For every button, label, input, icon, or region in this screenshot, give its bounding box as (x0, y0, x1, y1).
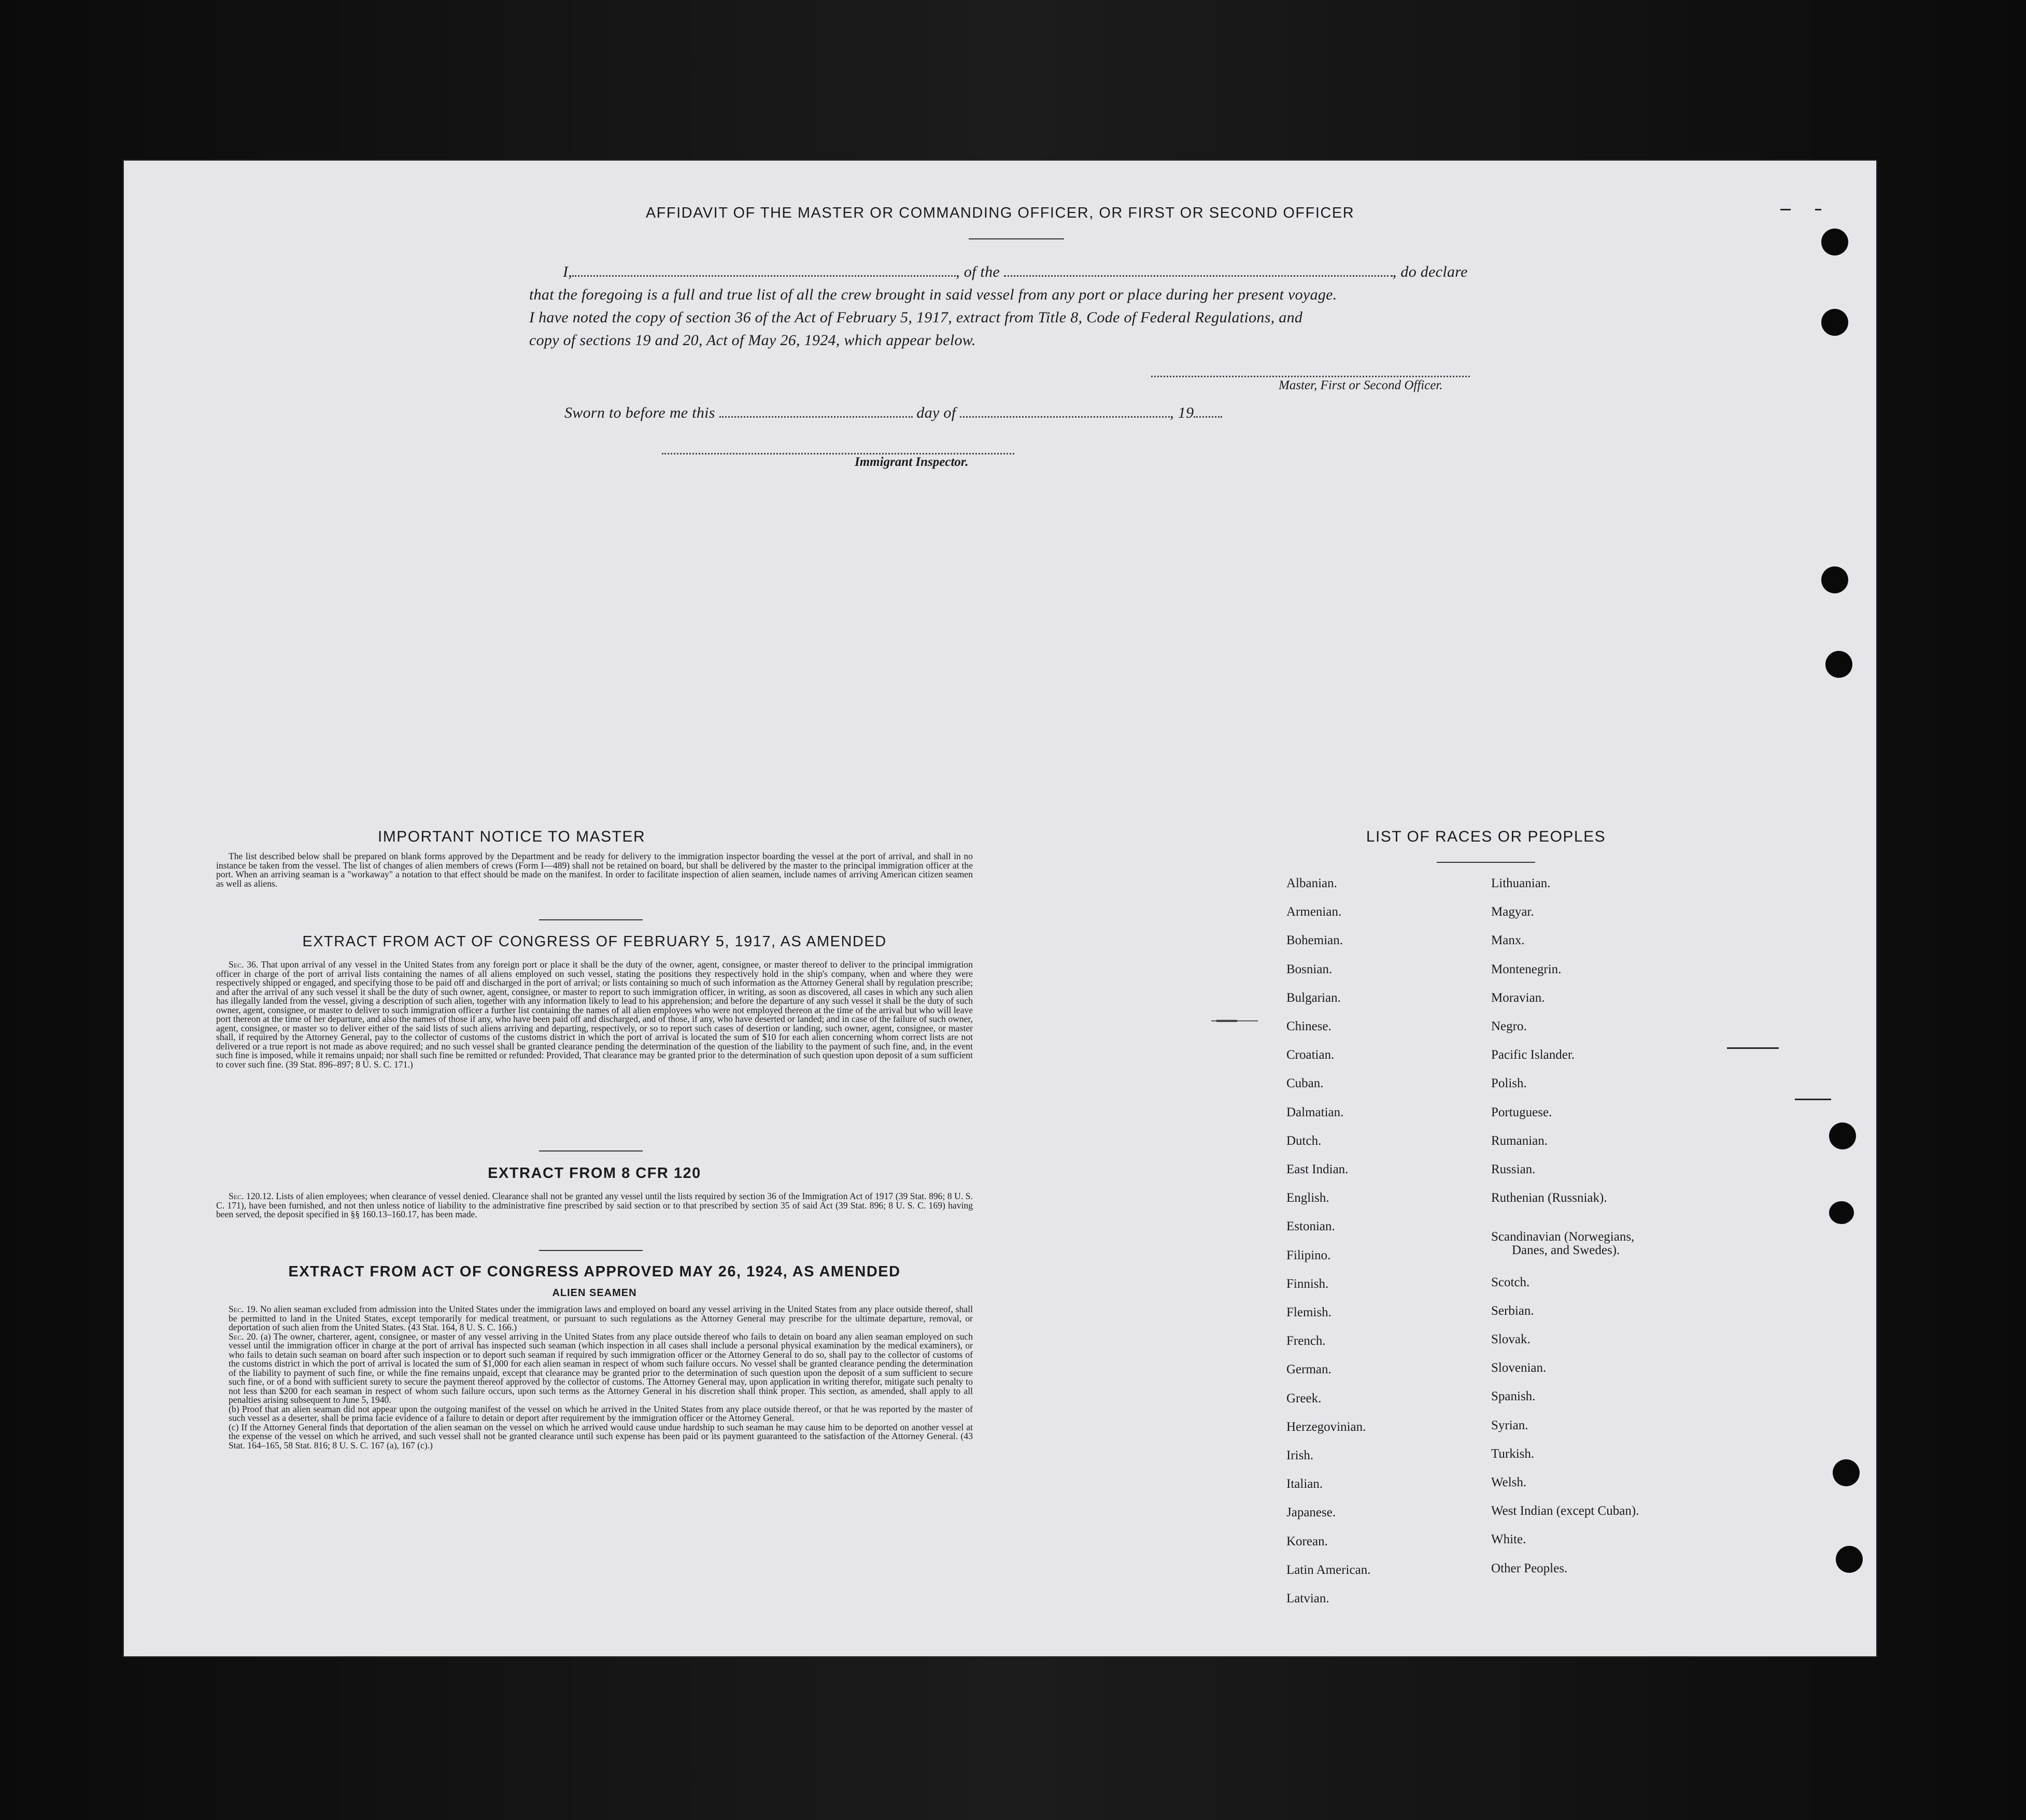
race-item: Albanian. (1286, 876, 1337, 890)
binder-hole (1821, 309, 1848, 336)
extract-1917-body (216, 960, 973, 1069)
binder-hole (1821, 229, 1848, 255)
binder-hole (1829, 1201, 1854, 1224)
sec-20-c-paragraph: (c) If the Attorney General finds that deportation of the alien seaman on the vessel on which he arrived would cause undue hardship to such seaman he may cause him to be deported on another vessel at the expense of the vessel on which he arrived, and such vessel shall not be granted clearance until such expense has been paid or its payment guaranteed to the satisfaction of the Attorney General. (43 Stat. 164–165, 58 Stat. 816; 8 U. S. C. 167 (a), 167 (c).) (229, 1421, 973, 1451)
affidavit-line-1 (563, 261, 1468, 283)
race-item: Ruthenian (Russniak). (1491, 1191, 1607, 1205)
binder-hole (1836, 1546, 1863, 1573)
races-title: LIST OF RACES OR PEOPLES (1366, 828, 1606, 845)
sec-20-b-paragraph: (b) Proof that an alien seaman did not appear upon the outgoing manifest of the vessel on which he arrived in the United States from any place outside thereof, or that he was reported by the master of such vessel as a deserter, shall be prima facie evidence of a failure to detain or deport after requirement by the immigration officer or the Attorney General. (229, 1403, 973, 1423)
race-item: Montenegrin. (1491, 962, 1562, 976)
race-item: Japanese. (1286, 1505, 1336, 1520)
race-item: Latvian. (1286, 1591, 1329, 1605)
race-item: East Indian. (1286, 1162, 1349, 1176)
binder-hole (1825, 651, 1852, 678)
race-item: Flemish. (1286, 1305, 1331, 1319)
race-item: Greek. (1286, 1391, 1322, 1405)
sworn-line (564, 402, 1222, 424)
race-item: Bosnian. (1286, 962, 1333, 976)
scan-speck (1727, 1047, 1779, 1049)
race-item: Slovak. (1491, 1332, 1531, 1346)
race-item: Turkish. (1491, 1446, 1535, 1461)
race-item: Cuban. (1286, 1076, 1324, 1091)
race-item: Other Peoples. (1491, 1561, 1568, 1575)
race-item: Italian. (1286, 1477, 1323, 1491)
master-name-blank[interactable] (572, 272, 956, 277)
race-item: Danes, and Swedes). (1512, 1243, 1620, 1257)
race-item: Magyar. (1491, 905, 1534, 919)
race-item: Scandinavian (Norwegians, (1491, 1229, 1635, 1244)
race-item: Chinese. (1286, 1019, 1331, 1033)
race-item: Portuguese. (1491, 1105, 1552, 1119)
race-item: Serbian. (1491, 1303, 1534, 1318)
sec-36-text: That upon arrival of any vessel in the United States from any foreign port or place it shall be the duty of the owner, agent, consignee, or master thereof to deliver to the principal immigration officer in charge of the port of arrival lists containing the names of all aliens employed on such vessel, stating the positions they respectively hold in the ship's company, when and where they were respectively shipped or engaged, and specifying those to be paid off and discharged in the port of arrival; or lists containing so much of such information as the Attorney General shall by regulation prescribe; and after the arrival of any such vessel it shall be the duty of such owner, agent, consignee, or master to report to such immigration officer, in writing, as soon as discovered, all cases in which any such alien has illegally landed from the vessel, giving a description of such alien, together with any information likely to lead to his apprehension; and before the departure of any such vessel it shall be the duty of such owner, agent, consignee, or master to deliver to such immigration officer a further list containing the names of all alien employees who were not employed thereon at the time of the arrival but who will leave port thereon at the time of her departure, and also the names of those if any, who have been paid off and discharged, and of those, if any, who have deserted or landed; and in case of the failure of such owner, agent, consignee, or master so to deliver either of the said lists of such aliens arriving and departing, respectively, or so to report such cases of desertion or landing, such owner, agent, consignee, or master shall, if required by the Attorney General, pay to the collector of customs of the customs district in which the port of arrival is located the sum of $10 for each alien concerning whom correct lists are not delivered or a true report is not made as above required; and no such vessel shall be granted clearance pending the determination of the question of the liability to the payment of such fine, and, in the event such fine is imposed, while it remains unpaid; nor shall such fine be remitted or refunded: Provided, That clearance may be granted prior to the determination of such question upon deposit of a sum sufficient to cover such fine. (39 Stat. 896–897; 8 U. S. C. 171.) (216, 959, 973, 1070)
sworn-year-blank[interactable] (1194, 413, 1222, 418)
sworn-day-blank[interactable] (719, 413, 913, 418)
sec-120-text: Lists of alien employees; when clearance of vessel denied. Clearance shall not be granted any vessel until the lists required by section 36 of the Immigration Act of 1917 (39 Stat. 896; 8 U. S. C. 171), have been furnished, and not then unless notice of liability to the administrative fine prescribed by said section or to that prescribed by section 35 of said Act (39 Stat. 896; 8 U. S. C. 169) having been served, the deposit specified in §§ 160.13–160.17, has been made. (216, 1191, 973, 1219)
form-sheet (123, 160, 1877, 1657)
binder-hole (1821, 566, 1848, 593)
race-item: Negro. (1491, 1019, 1527, 1033)
scan-speck (1795, 1099, 1831, 1100)
sworn-month-blank[interactable] (960, 413, 1170, 418)
affidavit-i: I, (563, 263, 573, 280)
race-item: Dalmatian. (1286, 1105, 1344, 1119)
race-item: Russian. (1491, 1162, 1536, 1176)
race-item: Welsh. (1491, 1475, 1527, 1489)
race-item: French. (1286, 1334, 1326, 1348)
scan-speck (1815, 209, 1821, 210)
race-item: German. (1286, 1362, 1331, 1377)
race-item: White. (1491, 1532, 1526, 1547)
affidavit-title: AFFIDAVIT OF THE MASTER OR COMMANDING OFFICER, OR FIRST OR SECOND OFFICER (645, 205, 1355, 221)
sec-36-label: Sec. 36. (229, 959, 259, 970)
binder-hole (1829, 1122, 1856, 1149)
race-item: Spanish. (1491, 1389, 1536, 1404)
race-item: West Indian (except Cuban). (1491, 1504, 1639, 1518)
master-signature-label: Master, First or Second Officer. (1279, 378, 1443, 392)
race-item: Scotch. (1491, 1275, 1530, 1289)
affidavit-of-the: , of the (956, 263, 1000, 280)
race-item: Polish. (1491, 1076, 1527, 1091)
extract-cfr-title: EXTRACT FROM 8 CFR 120 (488, 1165, 701, 1182)
race-item: Herzegovinian. (1286, 1419, 1366, 1434)
extract-cfr-rule (539, 1250, 643, 1251)
sworn-day-of: day of (916, 404, 956, 421)
sec-19-label: Sec. 19. (229, 1304, 258, 1314)
title-rule (969, 238, 1064, 239)
race-item: Bulgarian. (1286, 990, 1341, 1005)
race-item: Slovenian. (1491, 1361, 1547, 1375)
extract-1924-body (216, 1305, 973, 1450)
notice-body (216, 852, 973, 888)
race-item: Pacific Islander. (1491, 1048, 1575, 1062)
race-item: Lithuanian. (1491, 876, 1551, 890)
sec-19-paragraph (216, 1305, 973, 1332)
race-item: Estonian. (1286, 1219, 1335, 1234)
inspector-signature-line[interactable] (662, 450, 1014, 454)
scan-speck (1780, 209, 1791, 210)
affidavit-line-2: that the foregoing is a full and true list of all the crew brought in said vessel from any port or place during her present voyage. (529, 286, 1337, 303)
sworn-prefix: Sworn to before me this (564, 404, 715, 421)
master-signature-line[interactable] (1151, 373, 1470, 377)
race-item: Dutch. (1286, 1133, 1322, 1148)
notice-text: The list described below shall be prepared on blank forms approved by the Department and be ready for delivery to the immigration inspector boarding the vessel at the port of arrival, and shall in no instance be taken from the vessel. The list of changes of alien members of crews (Form I—489) shall not be retained on board, but shall be delivered by the master to the principal immigration officer at the port. When an arriving seaman is a "workaway" a notation to that effect should be made on the manifest. In order to facilitate inspection of alien seamen, include names of arriving American citizen seamen as well as aliens. (216, 851, 973, 889)
extract-1917-title: EXTRACT FROM ACT OF CONGRESS OF FEBRUARY 5, 1917, AS AMENDED (302, 933, 887, 950)
race-item: Irish. (1286, 1448, 1314, 1462)
race-item: Bohemian. (1286, 933, 1343, 948)
race-item: Finnish. (1286, 1276, 1329, 1291)
sworn-year: , 19 (1170, 404, 1194, 421)
race-item: English. (1286, 1191, 1329, 1205)
extract-1924-title: EXTRACT FROM ACT OF CONGRESS APPROVED MAY 26, 1924, AS AMENDED (288, 1263, 901, 1280)
races-rule (1437, 862, 1535, 863)
race-item: Croatian. (1286, 1048, 1335, 1062)
inspector-label: Immigrant Inspector. (855, 455, 969, 469)
sec-120-label: Sec. 120.12. (229, 1191, 274, 1201)
sec-19-text: No alien seaman excluded from admission into the United States under the immigration laws and employed on board any vessel arriving in the United States from any place outside thereof, shall be permitted to land in the United States, except temporarily for medical treatment, or pursuant to such regulations as the Attorney General may prescribe for the ultimate departure, removal, or deportation of such alien from the United States. (43 Stat. 164, 8 U. S. C. 166.) (229, 1304, 973, 1332)
affidavit-line-4: copy of sections 19 and 20, Act of May 26, 1924, which appear below. (529, 332, 976, 349)
race-item: Rumanian. (1491, 1133, 1548, 1148)
notice-title: IMPORTANT NOTICE TO MASTER (377, 828, 646, 845)
race-item: Moravian. (1491, 990, 1545, 1005)
affidavit-line-3: I have noted the copy of section 36 of the Act of February 5, 1917, extract from Title 8, Code of Federal Regulations, and (529, 309, 1303, 326)
binder-hole (1833, 1459, 1860, 1486)
extract-1924-subtitle: ALIEN SEAMEN (552, 1287, 637, 1299)
scan-speck (1211, 1020, 1258, 1021)
sec-20-paragraph (216, 1332, 973, 1405)
sec-20-label: Sec. 20. (229, 1331, 258, 1342)
race-item: Korean. (1286, 1534, 1328, 1548)
vessel-name-blank[interactable] (1004, 272, 1393, 277)
race-item: Filipino. (1286, 1248, 1331, 1262)
extract-1917-rule (539, 1150, 643, 1151)
race-item: Syrian. (1491, 1418, 1528, 1432)
race-item: Latin American. (1286, 1562, 1371, 1577)
race-item: Armenian. (1286, 905, 1342, 919)
sec-20-text: (a) The owner, charterer, agent, consignee, or master of any vessel arriving in the United States from any place outside thereof who fails to detain on board any alien seaman employed on such vessel until the immigration officer in charge at the port of arrival has inspected such seaman (which inspection in all cases shall include a personal physical examination by the medical examiners), or who fails to detain such seaman on board after such inspection or to deport such seaman if required by such immigration officer or the Attorney General to do so, shall pay to the collector of customs of the customs district in which the port of arrival is located the sum of $1,000 for each alien seaman in respect of whom such failure occurs. No vessel shall be granted clearance pending the determination of the liability to payment of such fine, or while the fine remains unpaid, except that clearance may be granted prior to the determination of such question upon the deposit of a sum sufficient to secure such fine, or of a bond with sufficient surety to secure the payment thereof approved by the collector of customs. The Attorney General may, upon application in writing therefor, mitigate such penalty to not less than $200 for each seaman in respect of whom such failure occurs, upon such terms as the Attorney General in his discretion shall think proper. This section, as amended, shall apply to all penalties arising subsequent to June 5, 1940. (229, 1331, 973, 1405)
affidavit-declare: , do declare (1392, 263, 1468, 280)
notice-rule (539, 919, 643, 920)
race-item: Manx. (1491, 933, 1525, 948)
extract-cfr-body (216, 1192, 973, 1219)
